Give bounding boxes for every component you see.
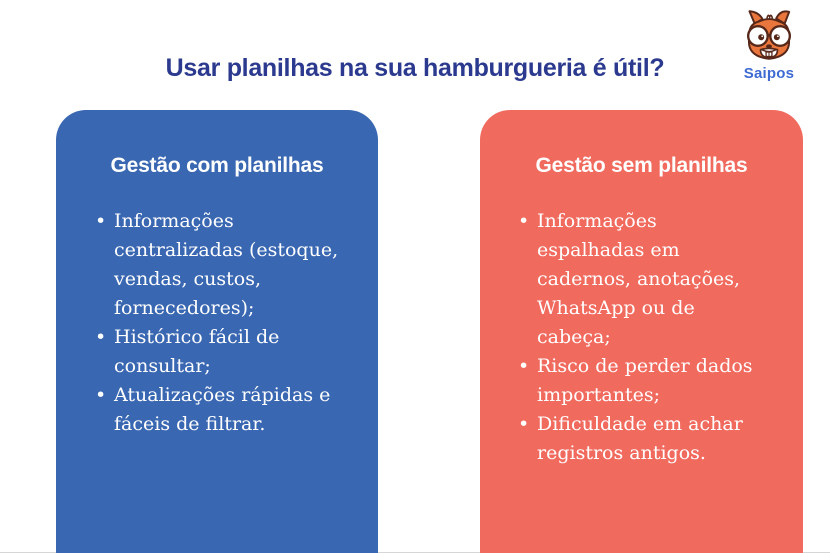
bullet-icon: • bbox=[518, 355, 530, 377]
brand-name: Saipos bbox=[743, 65, 795, 82]
list-item bbox=[518, 352, 755, 410]
squirrel-mascot-icon bbox=[722, 8, 816, 64]
list-item-text: Atualizações rápidas e fáceis de filtrar. bbox=[114, 384, 331, 435]
bullet-icon: • bbox=[518, 413, 530, 435]
card-bullet-list bbox=[56, 207, 378, 439]
list-item bbox=[518, 410, 755, 468]
list-item-text: Informações centralizadas (estoque, vendas, custos, fornecedores); bbox=[114, 210, 339, 319]
page-title: Usar planilhas na sua hamburgueria é útil? bbox=[165, 54, 665, 82]
card-bullet-list bbox=[480, 207, 803, 468]
list-item-text: Dificuldade em achar registros antigos. bbox=[537, 413, 743, 464]
bullet-icon: • bbox=[95, 210, 107, 232]
list-item bbox=[518, 207, 755, 352]
list-item bbox=[95, 381, 352, 439]
card-with-spreadsheets bbox=[56, 110, 378, 553]
card-without-spreadsheets bbox=[480, 110, 803, 553]
bullet-icon: • bbox=[518, 210, 530, 232]
list-item bbox=[95, 207, 352, 323]
list-item-text: Risco de perder dados importantes; bbox=[537, 355, 753, 406]
list-item-text: Histórico fácil de consultar; bbox=[114, 326, 280, 377]
list-item bbox=[95, 323, 352, 381]
card-heading: Gestão sem planilhas bbox=[535, 154, 748, 177]
saipos-logo bbox=[722, 8, 816, 82]
bullet-icon: • bbox=[95, 384, 107, 406]
list-item-text: Informações espalhadas em cadernos, anotações, WhatsApp ou de cabeça; bbox=[537, 210, 741, 348]
card-heading: Gestão com planilhas bbox=[110, 154, 324, 177]
bullet-icon: • bbox=[95, 326, 107, 348]
